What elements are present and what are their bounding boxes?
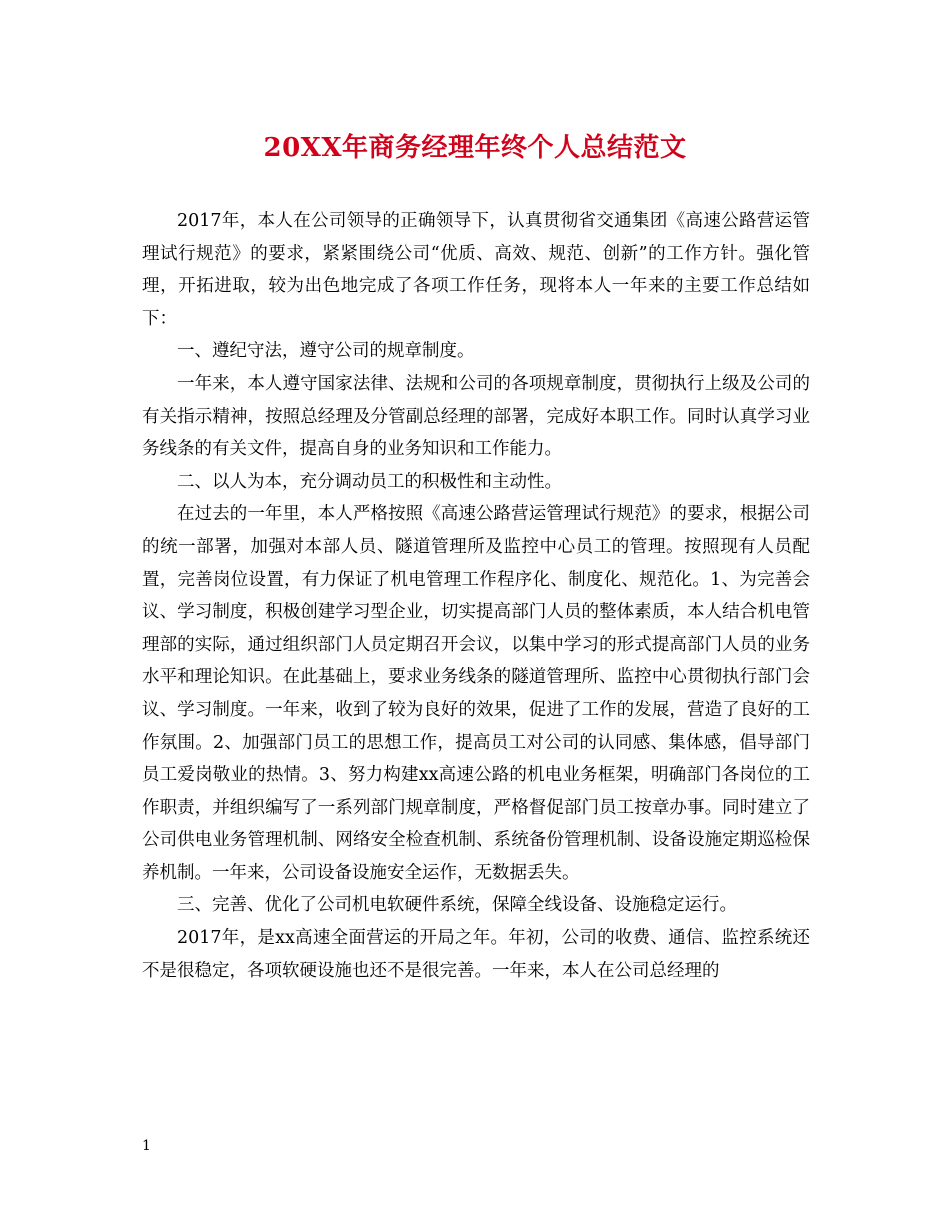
section-heading: 三、完善、优化了公司机电软硬件系统，保障全线设备、设施稳定运行。 [177,895,737,916]
paragraph: 2017年，是xx高速全面营运的开局之年。年初，公司的收费、通信、监控系统还不是很稳定，各项软硬设施也还不是很完善。一年来，本人在公司总经理的 [142,928,810,981]
page-number: 1 [142,1138,151,1154]
paragraph: 一年来，本人遵守国家法律、法规和公司的各项规章制度，贯彻执行上级及公司的有关指示精神，按照总经理及分管副总经理的部署，完成好本职工作。同时认真学习业务线条的有关文件，提高自身的业务知识和工作能力。 [142,373,810,460]
paragraph: 在过去的一年里，本人严格按照《高速公路营运管理试行规范》的要求，根据公司的统一部署，加强对本部人员、隧道管理所及监控中心员工的管理。按照现有人员配置，完善岗位设置，有力保证了机电管理工作程序化、制度化、规范化。1、为完善会议、学习制度，积极创建学习型企业，切实提高部门人员的整体素质，本人结合机电管理部的实际，通过组织部门人员定期召开会议，以集中学习的形式提高部门人员的业务水平和理论知识。在此基础上，要求业务线条的隧道管理所、监控中心贯彻执行部门会议、学习制度。一年来，收到了较为良好的效果，促进了工作的发展，营造了良好的工作氛围。2、加强部门员工的思想工作，提高员工对公司的认同感、集体感，倡导部门员工爱岗敬业的热情。3、努力构建xx高速公路的机电业务框架，明确部门各岗位的工作职责，并组织编写了一系列部门规章制度，严格督促部门员工按章办事。同时建立了公司供电业务管理机制、网络安全检查机制、系统备份管理机制、设备设施定期巡检保养机制。一年来，公司设备设施安全运作，无数据丢失。 [142,504,810,883]
section-heading: 一、遵纪守法，遵守公司的规章制度。 [177,341,475,362]
section-heading: 二、以人为本，充分调动员工的积极性和主动性。 [177,471,562,492]
document-title: 20XX年商务经理年终个人总结范文 [263,133,687,163]
document-body [142,205,810,987]
paragraph: 2017年，本人在公司领导的正确领导下，认真贯彻省交通集团《高速公路营运管理试行规范》的要求，紧紧围绕公司“优质、高效、规范、创新”的工作方针。强化管理，开拓进取，较为出色地完成了各项工作任务，现将本人一年来的主要工作总结如下： [142,211,810,329]
